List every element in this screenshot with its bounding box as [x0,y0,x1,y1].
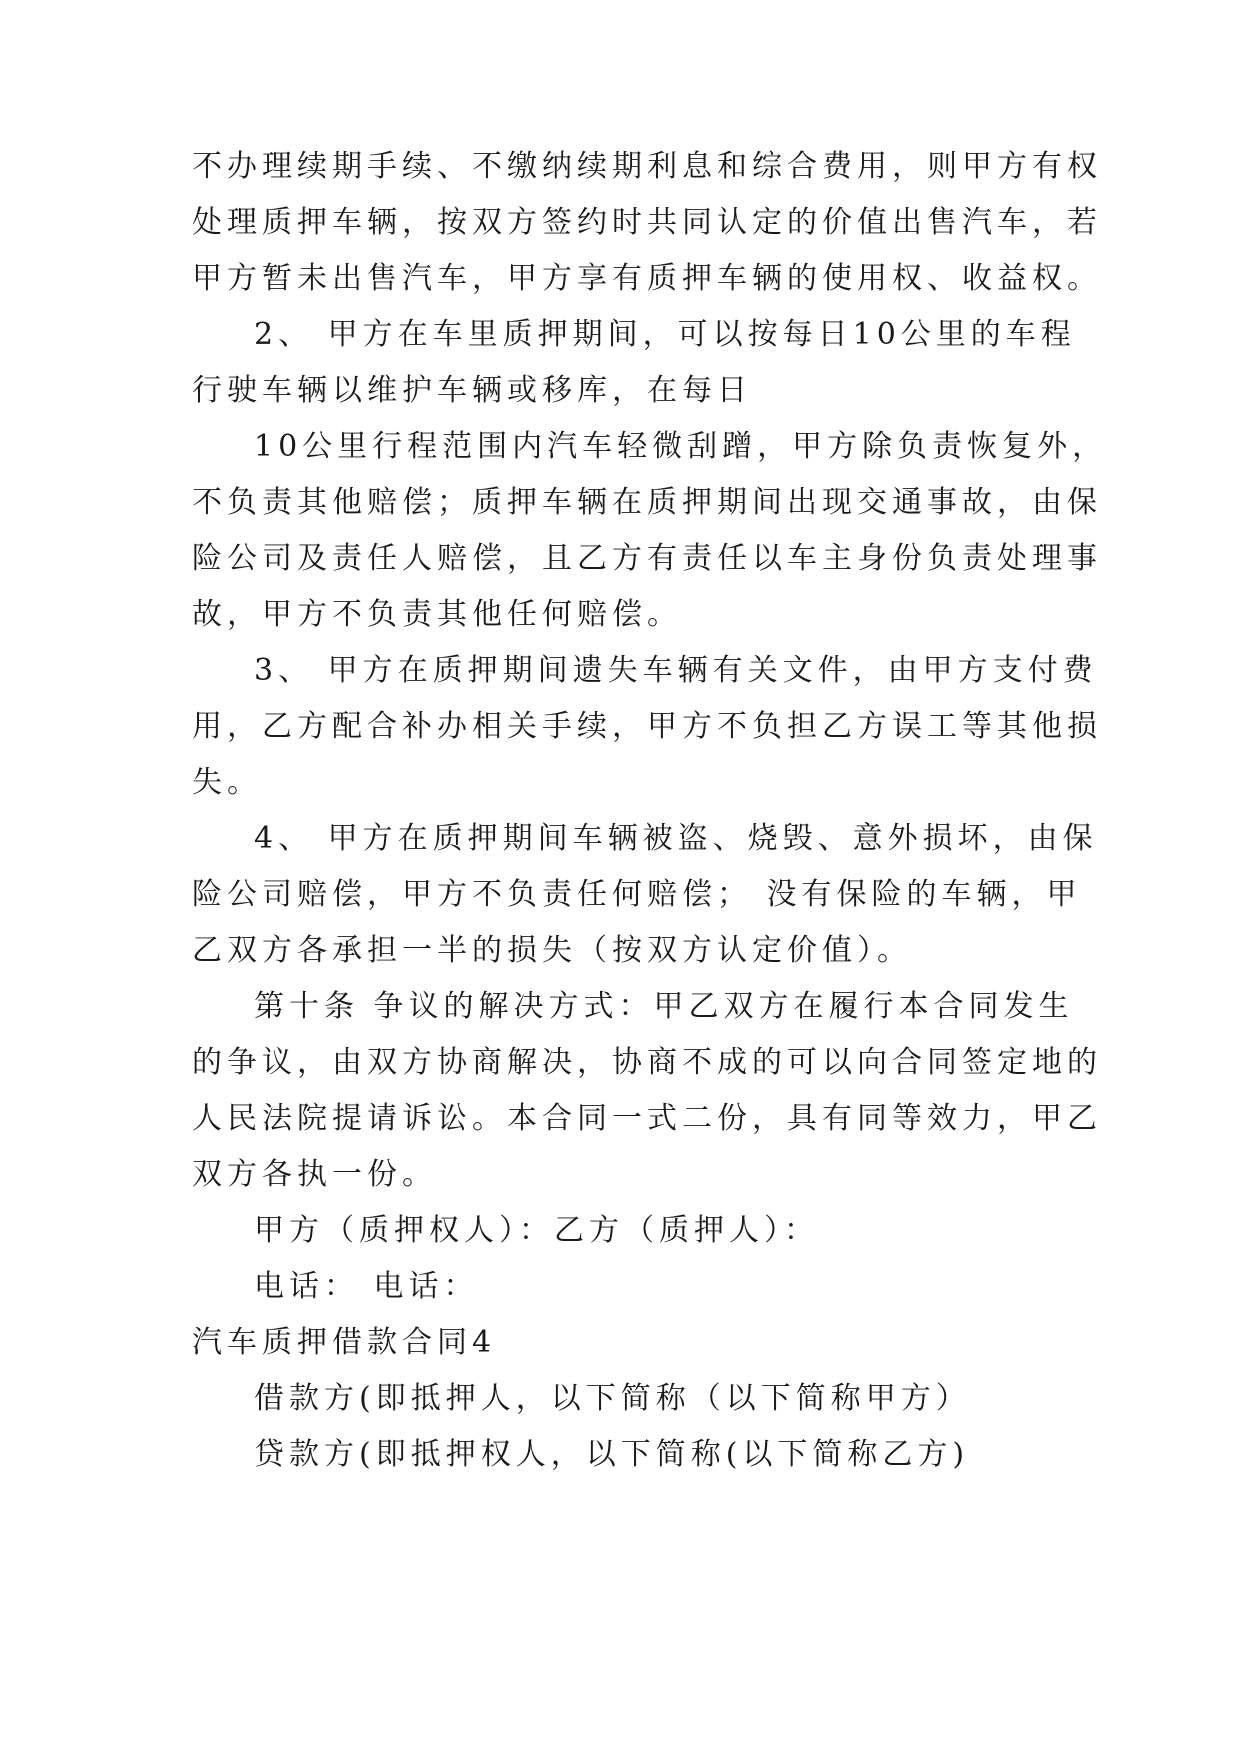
text-line: 乙双方各承担一半的损失（按双方认定价值）。 [192,933,912,968]
text-line: 2、 甲方在车里质押期间，可以按每日10公里的车程 [254,317,1076,352]
text-line: 电话： 电话： [254,1269,479,1304]
text-line: 3、 甲方在质押期间遗失车辆有关文件，由甲方支付费 [254,653,1098,688]
text-line: 甲方（质押权人）：乙方（质押人）： [254,1213,819,1248]
text-line: 双方各执一份。 [192,1157,437,1192]
text-line: 故，甲方不负责其他任何赔偿。 [192,597,682,632]
text-line: 失。 [192,765,262,800]
text-line: 第十条 争议的解决方式：甲乙双方在履行本合同发生 [254,989,1074,1024]
text-line: 10公里行程范围内汽车轻微刮蹭，甲方除负责恢复外， [254,429,1108,464]
section-heading: 汽车质押借款合同4 [192,1325,497,1360]
text-line: 甲方暂未出售汽车，甲方享有质押车辆的使用权、收益权。 [192,261,1102,296]
text-line: 人民法院提请诉讼。本合同一式二份，具有同等效力，甲乙 [192,1101,1102,1136]
text-line: 险公司及责任人赔偿，且乙方有责任以车主身份负责处理事 [192,541,1102,576]
text-line: 行驶车辆以维护车辆或移库，在每日 [192,373,752,408]
text-line: 的争议，由双方协商解决，协商不成的可以向合同签定地的 [192,1045,1102,1080]
text-line: 不负责其他赔偿；质押车辆在质押期间出现交通事故，由保 [192,485,1102,520]
text-line: 贷款方(即抵押权人，以下简称(以下简称乙方) [254,1437,970,1472]
text-line: 借款方(即抵押人，以下简称（以下简称甲方） [254,1381,971,1416]
text-line: 处理质押车辆，按双方签约时共同认定的价值出售汽车，若 [192,205,1102,240]
text-line: 不办理续期手续、不缴纳续期利息和综合费用，则甲方有权 [192,149,1102,184]
text-line: 4、 甲方在质押期间车辆被盗、烧毁、意外损坏，由保 [254,821,1098,856]
text-line: 用，乙方配合补办相关手续，甲方不负担乙方误工等其他损 [192,709,1102,744]
text-line: 险公司赔偿，甲方不负责任何赔偿； 没有保险的车辆，甲 [192,877,1082,912]
